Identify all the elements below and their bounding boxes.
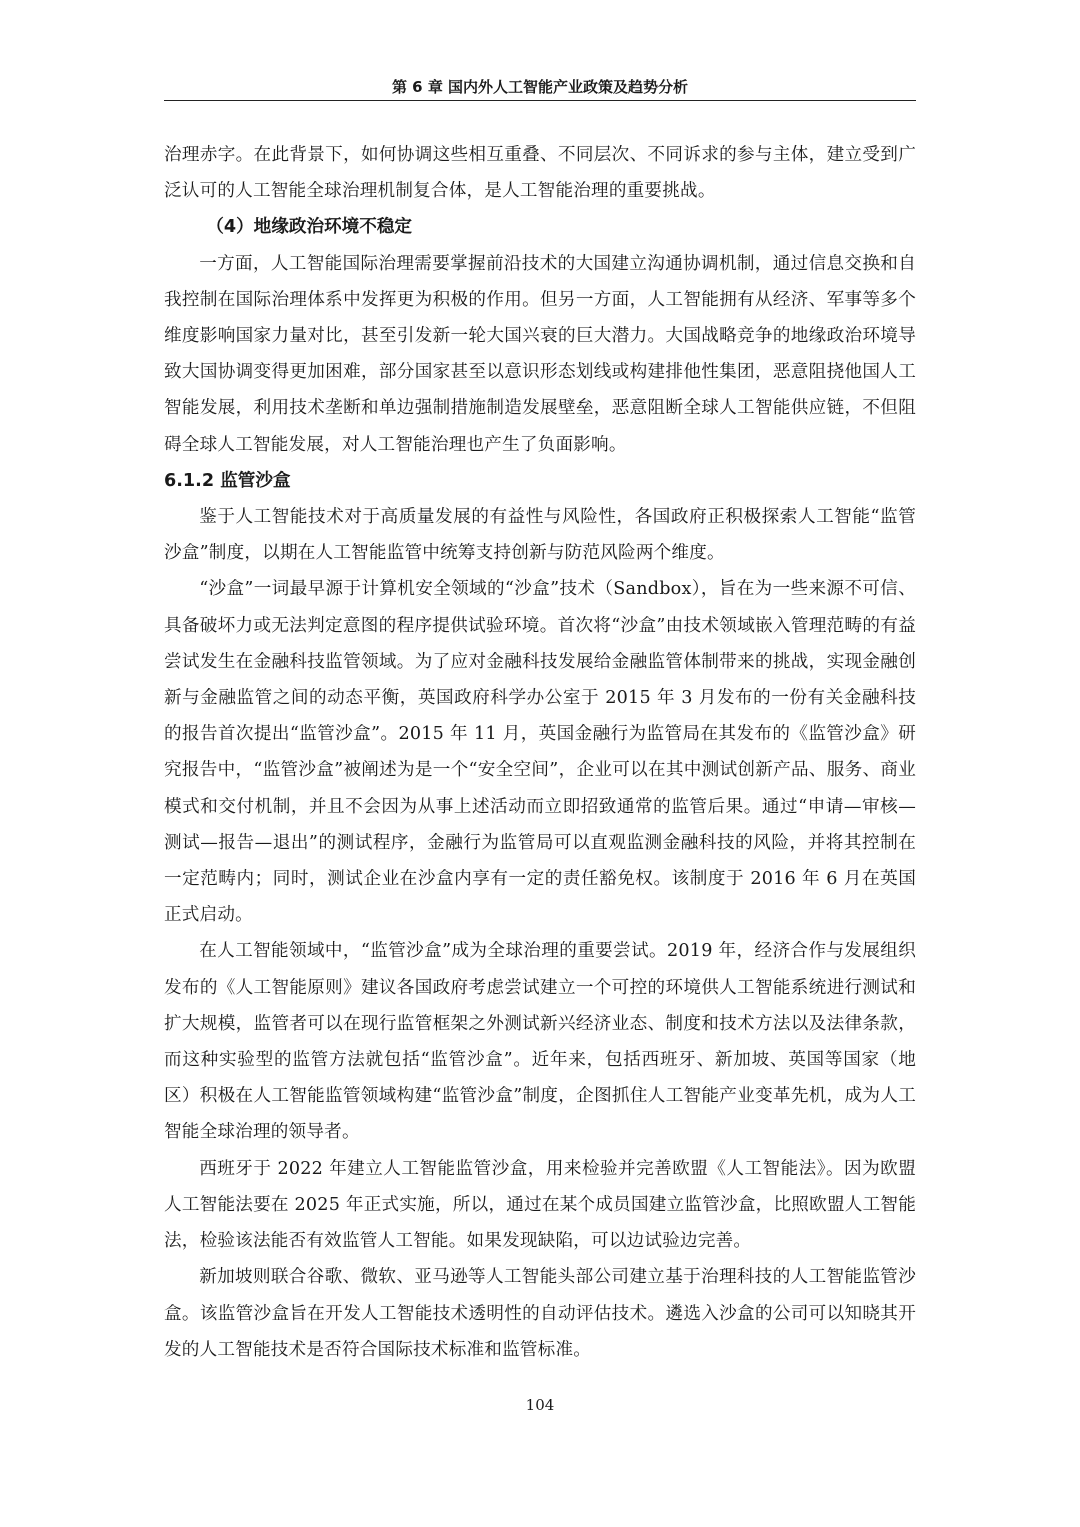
paragraph-spain: 西班牙于 2022 年建立人工智能监管沙盒，用来检验并完善欧盟《人工智能法》。因为欧盟人工智能法要在 2025 年正式实施，所以，通过在某个成员国建立监管沙盒，比照欧盟人工智能法，检验该法能否有效监管人工智能。如果发现缺陷，可以边试验边完善。 [164, 1158, 916, 1252]
paragraph-singapore: 新加坡则联合谷歌、微软、亚马逊等人工智能头部公司建立基于治理科技的人工智能监管沙盒。该监管沙盒旨在开发人工智能技术透明性的自动评估技术。遴选入沙盒的公司可以知晓其开发的人工智能技术是否符合国际技术标准和监管标准。 [164, 1267, 916, 1360]
page-number: 104 [525, 1396, 555, 1414]
paragraph-sandbox-origin: “沙盒”一词最早源于计算机安全领域的“沙盒”技术（Sandbox），旨在为一些来源不可信、具备破坏力或无法判定意图的程序提供试验环境。首次将“沙盒”由技术领域嵌入管理范畴的有益尝试发生在金融科技监管领域。为了应对金融科技发展给金融监管体制带来的挑战，实现金融创新与金融监管之间的动态平衡，英国政府科学办公室于 2015 年 3 月发布的一份有关金融科技的报告首次提出“监管沙盒”。2015 年 11 月，英国金融行为监管局在其发布的《监管沙盒》研究报告中，“监管沙盒”被阐述为是一个“安全空间”，企业可以在其中测试创新产品、服务、商业模式和交付机制，并且不会因为从事上述活动而立即招致通常的监管后果。通过“申请—审核—测试—报告—退出”的测试程序，金融行为监管局可以直观监测金融科技的风险，并将其控制在一定范畴内；同时，测试企业在沙盒内享有一定的责任豁免权。该制度于 2016 年 6 月在英国正式启动。 [164, 579, 916, 926]
header-rule [164, 100, 916, 101]
paragraph-ai-sandbox: 在人工智能领域中，“监管沙盒”成为全球治理的重要尝试。2019 年，经济合作与发展组织发布的《人工智能原则》建议各国政府考虑尝试建立一个可控的环境供人工智能系统进行测试和扩大规模，监管者可以在现行监管框架之外测试新兴经济业态、制度和技术方法以及法律条款，而这种实验型的监管方法就包括“监管沙盒”。近年来，包括西班牙、新加坡、英国等国家（地区）积极在人工智能监管领域构建“监管沙盒”制度，企图抓住人工智能产业变革先机，成为人工智能全球治理的领导者。 [164, 941, 916, 1143]
section-heading: 6.1.2 监管沙盒 [164, 470, 291, 491]
page-body [164, 137, 916, 1368]
running-header: 第 6 章 国内外人工智能产业政策及趋势分析 [391, 78, 689, 96]
paragraph-geopolitics: 一方面，人工智能国际治理需要掌握前沿技术的大国建立沟通协调机制，通过信息交换和自我控制在国际治理体系中发挥更为积极的作用。但另一方面，人工智能拥有从经济、军事等多个维度影响国家力量对比，甚至引发新一轮大国兴衰的巨大潜力。大国战略竞争的地缘政治环境导致大国协调变得更加困难，部分国家甚至以意识形态划线或构建排他性集团，恶意阻挠他国人工智能发展，利用技术垄断和单边强制措施制造发展壁垒，恶意阻断全球人工智能供应链，不但阻碍全球人工智能发展，对人工智能治理也产生了负面影响。 [164, 253, 916, 455]
paragraph-sandbox-intro: 鉴于人工智能技术对于高质量发展的有益性与风险性，各国政府正积极探索人工智能“监管沙盒”制度，以期在人工智能监管中统筹支持创新与防范风险两个维度。 [164, 507, 916, 564]
subsection-heading: （4）地缘政治环境不稳定 [206, 217, 413, 238]
paragraph-continuation: 治理赤字。在此背景下，如何协调这些相互重叠、不同层次、不同诉求的参与主体，建立受到广泛认可的人工智能全球治理机制复合体，是人工智能治理的重要挑战。 [164, 145, 916, 202]
